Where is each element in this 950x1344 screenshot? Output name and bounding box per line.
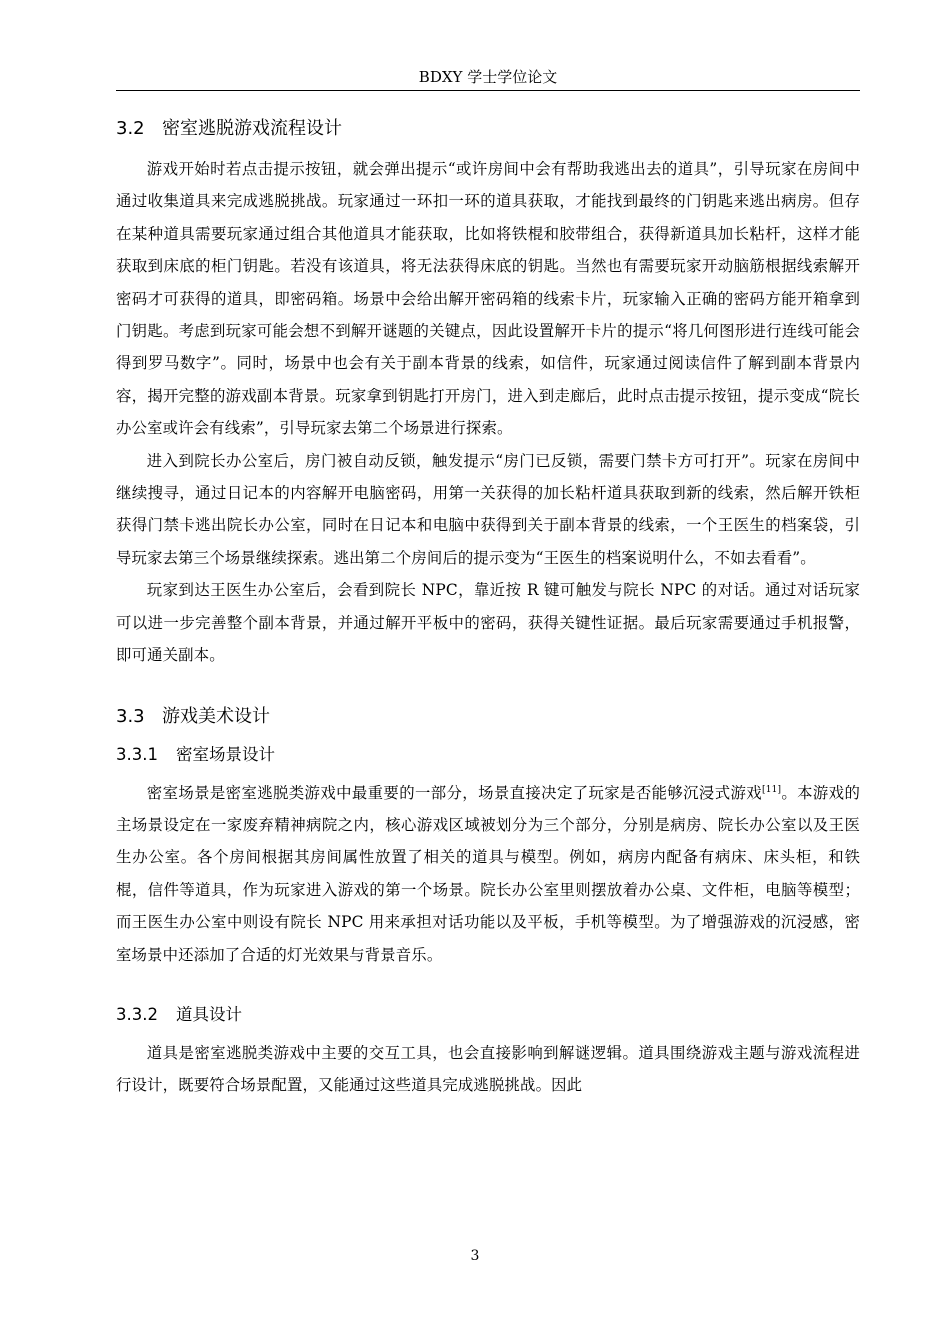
citation-ref: [11] bbox=[762, 784, 782, 795]
page-number: 3 bbox=[470, 1248, 480, 1264]
section-number: 3.2 bbox=[116, 118, 145, 139]
section-title: 密室逃脱游戏流程设计 bbox=[162, 118, 342, 139]
running-header-title: BDXY 学士学位论文 bbox=[418, 68, 558, 86]
subsection-title: 密室场景设计 bbox=[176, 744, 275, 764]
subsection-heading-3-3-1 bbox=[116, 741, 860, 769]
subsection-number: 3.3.1 bbox=[116, 744, 158, 764]
subsection-title: 道具设计 bbox=[176, 1004, 242, 1024]
section-number: 3.3 bbox=[116, 705, 145, 727]
section-heading-3-3 bbox=[116, 702, 860, 732]
paragraph-text: 密室场景是密室逃脱类游戏中最重要的一部分，场景直接决定了玩家是否能够沉浸式游戏 bbox=[146, 783, 763, 802]
paragraph bbox=[116, 777, 860, 971]
paragraph: 道具是密室逃脱类游戏中主要的交互工具，也会直接影响到解谜逻辑。道具围绕游戏主题与游戏流程进行设计，既要符合场景配置，又能通过这些道具完成逃脱挑战。因此 bbox=[116, 1043, 860, 1095]
section-title: 游戏美术设计 bbox=[162, 705, 270, 727]
paragraph-text: 。本游戏的主场景设定在一家废弃精神病院之内，核心游戏区域被划分为三个部分，分别是病房、院长办公室以及王医生办公室。各个房间根据其房间属性放置了相关的道具与模型。例如，病房内配备有病床、床头柜，和铁棍，信件等道具，作为玩家进入游戏的第一个场景。院长办公室里则摆放着办公桌、文件柜，电脑等模型；而王医生办公室中则设有院长 NPC 用来承担对话功能以及平板，手机等模型。为了增强游戏的沉浸感，密室场景中还添加了合适的灯光效果与背景音乐。 bbox=[116, 783, 860, 964]
subsection-heading-3-3-2 bbox=[116, 1001, 860, 1029]
paragraph: 进入到院长办公室后，房门被自动反锁，触发提示“房门已反锁，需要门禁卡方可打开”。玩家在房间中继续搜寻，通过日记本的内容解开电脑密码，用第一关获得的加长粘杆道具获取到新的线索，然后解开铁柜获得门禁卡逃出院长办公室，同时在日记本和电脑中获得到关于副本背景的线索，一个王医生的档案袋，引导玩家去第三个场景继续探索。逃出第二个房间后的提示变为“王医生的档案说明什么，不如去看看”。 bbox=[116, 451, 860, 567]
page-body bbox=[116, 114, 860, 1102]
subsection-number: 3.3.2 bbox=[116, 1004, 158, 1024]
section-heading-3-2 bbox=[116, 114, 860, 144]
paragraph: 游戏开始时若点击提示按钮，就会弹出提示“或许房间中会有帮助我逃出去的道具”，引导玩家在房间中通过收集道具来完成逃脱挑战。玩家通过一环扣一环的道具获取，才能找到最终的门钥匙来逃出病房。但存在某种道具需要玩家通过组合其他道具才能获取，比如将铁棍和胶带组合，获得新道具加长粘杆，这样才能获取到床底的柜门钥匙。若没有该道具，将无法获得床底的钥匙。当然也有需要玩家开动脑筋根据线索解开密码才可获得的道具，即密码箱。场景中会给出解开密码箱的线索卡片，玩家输入正确的密码方能开箱拿到门钥匙。考虑到玩家可能会想不到解开谜题的关键点，因此设置解开卡片的提示“将几何图形进行连线可能会得到罗马数字”。同时，场景中也会有关于副本背景的线索，如信件，玩家通过阅读信件了解到副本背景内容，揭开完整的游戏副本背景。玩家拿到钥匙打开房门，进入到走廊后，此时点击提示按钮，提示变成“院长办公室或许会有线索”，引导玩家去第二个场景进行探索。 bbox=[116, 160, 860, 438]
running-header bbox=[116, 66, 860, 91]
paragraph: 玩家到达王医生办公室后，会看到院长 NPC，靠近按 R 键可触发与院长 NPC 的对话。通过对话玩家可以进一步完善整个副本背景，并通过解开平板中的密码，获得关键性证据。最后玩家需要通过手机报警，即可通关副本。 bbox=[116, 581, 860, 665]
